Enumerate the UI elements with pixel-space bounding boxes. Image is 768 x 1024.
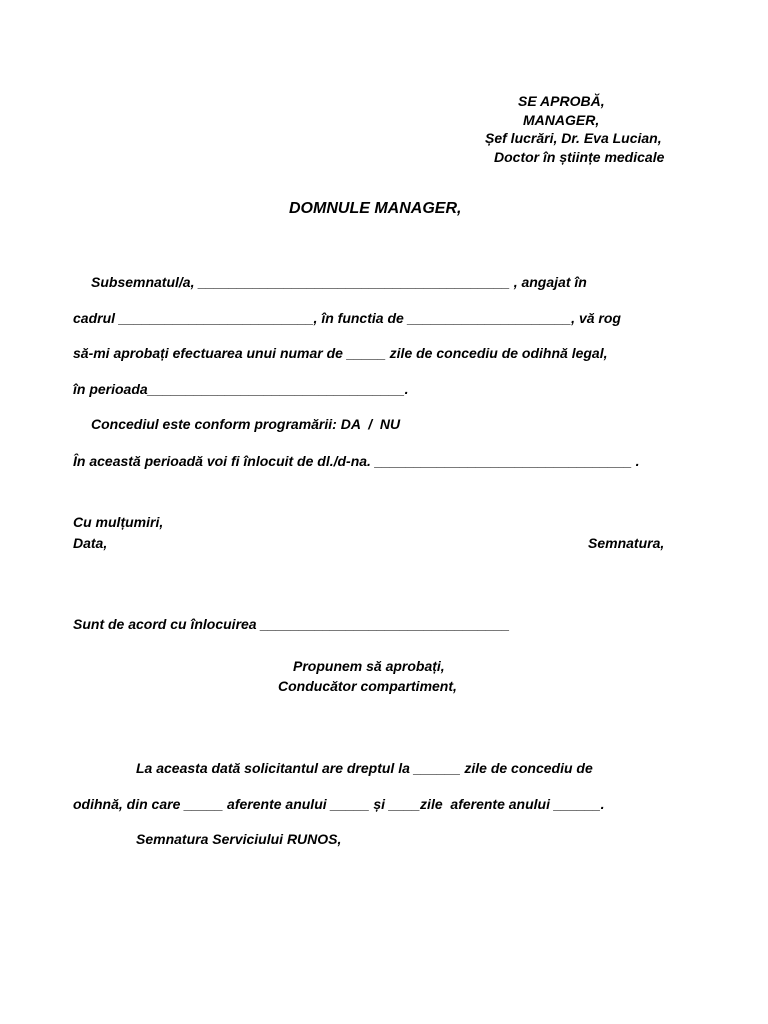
body-line-2: cadrul _________________________, în functia de _____________________, vă rog [73,310,621,326]
proposal-line-1: Propunem să aprobați, [293,658,445,674]
body-line-4: în perioada_________________________________. [73,381,409,397]
closing-thanks: Cu mulțumiri, [73,514,164,530]
hr-line-1: La aceasta dată solicitantul are dreptul la ______ zile de concediu de [136,760,593,776]
page-title: DOMNULE MANAGER, [289,200,462,217]
body-line-3: să-mi aprobați efectuarea unui numar de _____ zile de concediu de odihnă legal, [73,345,608,361]
body-line-5: Concediul este conform programării: DA / NU [91,416,401,432]
approval-line-1: SE APROBĂ, [518,93,605,109]
approval-line-3: Șef lucrări, Dr. Eva Lucian, [485,130,662,146]
proposal-line-2: Conducător compartiment, [278,678,457,694]
approval-line-4: Doctor în științe medicale [494,149,665,165]
closing-signature: Semnatura, [588,535,665,551]
body-line-6: În această perioadă voi fi înlocuit de dl./d-na. _________________________________ . [73,453,640,469]
replacement-agreement: Sunt de acord cu înlocuirea ________________________________ [73,616,510,632]
hr-signature: Semnatura Serviciului RUNOS, [136,831,342,847]
approval-line-2: MANAGER, [523,112,600,128]
hr-line-2: odihnă, din care _____ aferente anului _____ și ____zile aferente anului ______. [73,796,605,812]
closing-date: Data, [73,535,108,551]
body-line-1: Subsemnatul/a, ________________________________________ , angajat în [91,274,587,290]
